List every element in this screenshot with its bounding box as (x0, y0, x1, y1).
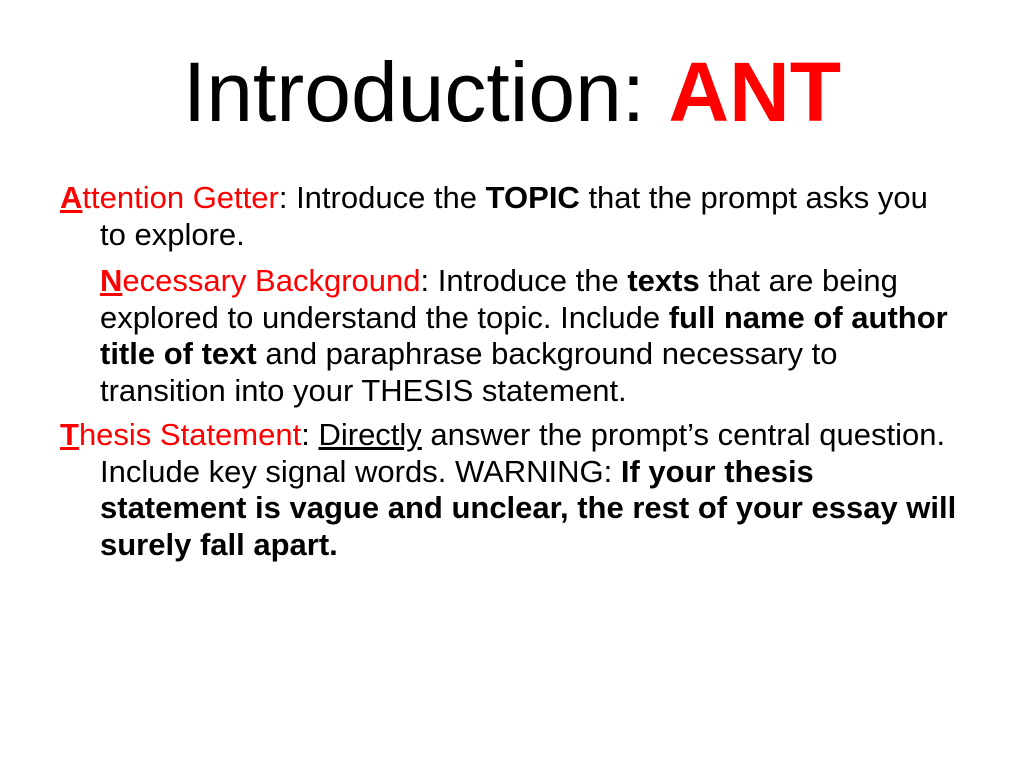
background-mid: that are being explored to understand the topic. Include (100, 263, 898, 335)
thesis-underline: Directly (318, 417, 422, 452)
slide-title (0, 42, 1024, 142)
attention-initial: A (60, 180, 83, 215)
attention-bold: TOPIC (485, 180, 580, 215)
thesis-initial: T (60, 417, 79, 452)
background-rest: and paraphrase background necessary to transition into your THESIS statement. (100, 336, 838, 408)
slide-body (60, 180, 960, 563)
title-main: Introduction: (182, 45, 669, 139)
attention-colon: : Introduce the (278, 180, 486, 215)
background-initial: N (100, 263, 123, 298)
thesis-mid: answer the prompt’s central question. Include key signal words. WARNING: (100, 417, 946, 489)
attention-getter-paragraph (60, 180, 960, 253)
necessary-background-paragraph (60, 263, 960, 409)
background-term: ecessary Background (122, 263, 421, 298)
background-bold-texts: texts (627, 263, 700, 298)
thesis-term: hesis Statement (78, 417, 302, 452)
background-bold-author: full name of author title of text (100, 299, 948, 371)
attention-rest: that the prompt asks you to explore. (100, 180, 928, 252)
title-accent: ANT (668, 45, 842, 139)
thesis-warning-bold: If your thesis statement is vague and unclear, the rest of your essay will surely fall apart. (100, 453, 957, 562)
thesis-colon: : (301, 417, 319, 452)
attention-term: ttention Getter (82, 180, 279, 215)
thesis-statement-paragraph (60, 417, 960, 563)
background-colon: : Introduce the (420, 263, 628, 298)
